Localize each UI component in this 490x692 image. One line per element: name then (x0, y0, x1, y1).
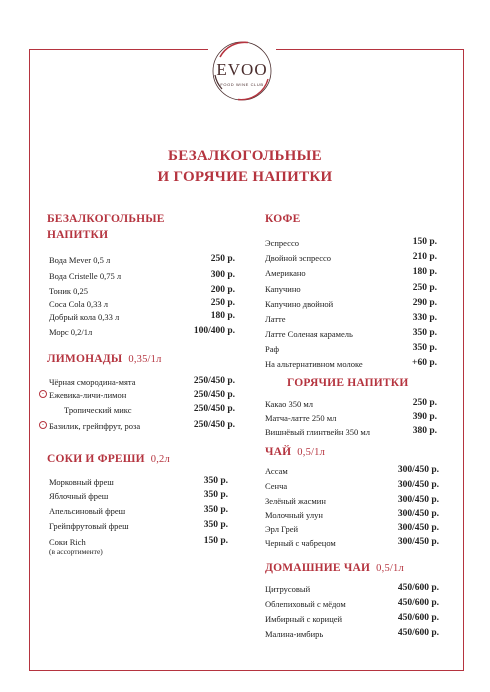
menu-item-price: 300 р. (210, 270, 235, 280)
menu-item-name: Морс 0,2/1л (49, 327, 93, 337)
menu-item-name: Какао 350 мл (265, 399, 313, 409)
menu-item-price: 250/450 р. (193, 420, 235, 430)
section-title: ЧАЙ (265, 446, 292, 458)
menu-item-name: Черный с чабрецом (265, 538, 336, 548)
menu-item-price: 350 р. (203, 505, 228, 515)
section-heading-lemonades (47, 353, 162, 365)
menu-item-name: Имбирный с корицей (265, 614, 343, 624)
menu-item-price: 450/600 р. (397, 628, 439, 638)
menu-item-name: Вода Mever 0,5 л (49, 255, 111, 265)
menu-item-price: 200 р. (210, 285, 235, 295)
section-heading-home-tea (265, 562, 404, 574)
menu-item-name: Coca Cola 0,33 л (49, 299, 109, 309)
menu-item-name: Малина-имбирь (265, 629, 324, 639)
menu-item-price: 300/450 р. (397, 465, 439, 475)
section-heading-hot-drinks: ГОРЯЧИЕ НАПИТКИ (287, 377, 409, 389)
logo-name: EVOO (216, 60, 268, 79)
logo-tagline: FOOD WINE CLUB (220, 82, 264, 87)
menu-item-price: 300/450 р. (397, 523, 439, 533)
menu-item-name: Раф (265, 344, 280, 354)
menu-item-price: 100/400 р. (193, 326, 235, 336)
menu-item-name: Молочный улун (265, 510, 323, 520)
menu-item-price: 150 р. (412, 237, 437, 247)
menu-item-name: Капучино двойной (265, 299, 334, 309)
section-volume: 0,2л (150, 454, 170, 465)
menu-item-price: 180 р. (412, 267, 437, 277)
menu-item-price: 350 р. (203, 490, 228, 500)
section-heading-soft-drinks: БЕЗАЛКОГОЛЬНЫЕ (47, 213, 165, 225)
menu-item-price: 450/600 р. (397, 598, 439, 608)
menu-item-name: Чёрная смородина-мята (49, 377, 136, 387)
menu-item-name: Соки Rich (49, 537, 86, 547)
menu-item-price: 390 р. (412, 412, 437, 422)
menu-item-price: 450/600 р. (397, 613, 439, 623)
section-heading-juices (47, 453, 170, 465)
menu-item-name: Эрл Грей (265, 524, 299, 534)
menu-item-price: 300/450 р. (397, 509, 439, 519)
menu-item-name: На альтернативном молоке (265, 359, 363, 369)
section-heading-coffee: КОФЕ (265, 213, 301, 225)
menu-item-name: Матча-латте 250 мл (265, 413, 337, 423)
menu-item-name: Ежевика-личи-лимон (49, 390, 127, 400)
menu-item-price: 180 р. (210, 311, 235, 321)
menu-item-name: Латте (265, 314, 286, 324)
menu-item-note: (в ассортименте) (49, 547, 103, 556)
circle-minus-icon: – (39, 390, 47, 398)
menu-item-price: 250 р. (210, 254, 235, 264)
menu-item-price: 350 р. (412, 343, 437, 353)
section-volume: 0,35/1л (128, 354, 162, 365)
menu-item-price: 250/450 р. (193, 376, 235, 386)
menu-item-name: Базилик, грейпфрут, роза (49, 421, 141, 431)
menu-item-name: Апельсиновый фреш (49, 506, 126, 516)
section-title: ДОМАШНИЕ ЧАИ (265, 562, 371, 574)
menu-item-name: Двойной эспрессо (265, 253, 332, 263)
section-heading-soft-drinks-2: НАПИТКИ (47, 229, 109, 241)
menu-item-name: Тоник 0,25 (49, 286, 89, 296)
menu-item-name: Яблочный фреш (49, 491, 109, 501)
menu-item-price: 300/450 р. (397, 495, 439, 505)
menu-item-name: Морковный фреш (49, 477, 114, 487)
menu-item-price: 350 р. (412, 328, 437, 338)
menu-item-name: Зелёный жасмин (265, 496, 326, 506)
menu-item-name: Эспрессо (265, 238, 299, 248)
menu-item-name: Облепиховый с мёдом (265, 599, 346, 609)
section-volume: 0,5/1л (297, 447, 326, 458)
menu-item-name: Тропический микс (64, 405, 132, 415)
page-title-line1: БЕЗАЛКОГОЛЬНЫЕ (168, 148, 322, 164)
menu-item-price: 150 р. (203, 536, 228, 546)
menu-item-price: 210 р. (412, 252, 437, 262)
page-title-line2: И ГОРЯЧИЕ НАПИТКИ (157, 169, 333, 185)
menu-item-price: 250/450 р. (193, 390, 235, 400)
section-heading-tea (265, 446, 325, 458)
menu-item-price: 350 р. (203, 476, 228, 486)
section-volume: 0,5/1л (376, 563, 404, 574)
menu-item-price: 380 р. (412, 426, 437, 436)
section-title: ЛИМОНАДЫ (47, 353, 123, 365)
menu-item-name: Цитрусовый (265, 584, 311, 594)
logo (208, 37, 276, 105)
menu-item-price: 290 р. (412, 298, 437, 308)
menu-item-price: 250 р. (412, 398, 437, 408)
circle-minus-icon: – (39, 421, 47, 429)
menu-item-price: 300/450 р. (397, 537, 439, 547)
menu-item-price: 450/600 р. (397, 583, 439, 593)
menu-item-name: Ассам (265, 466, 288, 476)
menu-item-price: 330 р. (412, 313, 437, 323)
section-title: СОКИ И ФРЕШИ (47, 453, 145, 465)
menu-item-price: 300/450 р. (397, 480, 439, 490)
menu-item-price: 250 р. (412, 283, 437, 293)
menu-item-name: Сенча (265, 481, 288, 491)
menu-item-name: Американо (265, 268, 306, 278)
menu-item-name: Капучино (265, 284, 301, 294)
menu-item-name: Грейпфрутовый фреш (49, 521, 129, 531)
menu-item-price: 350 р. (203, 520, 228, 530)
menu-item-name: Вода Cristelle 0,75 л (49, 271, 122, 281)
menu-item-price: +60 р. (412, 358, 437, 368)
menu-item-price: 250 р. (210, 298, 235, 308)
menu-item-price: 250/450 р. (193, 404, 235, 414)
menu-item-name: Вишнёвый глинтвейн 350 мл (265, 427, 371, 437)
menu-item-name: Латте Соленая карамель (265, 329, 353, 339)
menu-item-name: Добрый кола 0,33 л (49, 312, 120, 322)
